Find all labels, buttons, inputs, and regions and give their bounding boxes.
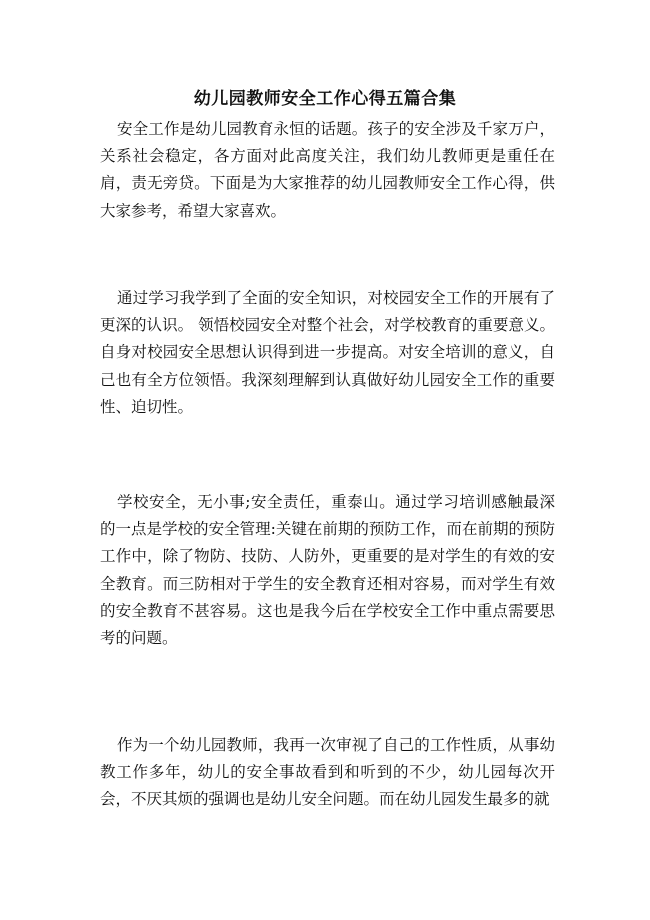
paragraph-school-safety: 学校安全，无小事;安全责任，重泰山。通过学习培训感触最深的一点是学校的安全管理:关键在前期的预防工作，而在前期的预防工作中，除了物防、技防、人防外，更重要的是对学生的有效的安全教育。而三防相对于学生的安全教育还相对容易，而对学生有效的安全教育不甚容易。这也是我今后在学校安全工作中重点需要思考的问题。 — [100, 493, 555, 648]
document-title: 幼儿园教师安全工作心得五篇合集 — [193, 89, 457, 109]
paragraph-learning: 通过学习我学到了全面的安全知识，对校园安全工作的开展有了更深的认识。 领悟校园安全对整个社会，对学校教育的重要意义。自身对校园安全思想认识得到进一步提高。对安全培训的意义，自己也有全方位领悟。我深刻理解到认真做好幼儿园安全工作的重要性、迫切性。 — [100, 289, 555, 416]
paragraph-teacher-reflection: 作为一个幼儿园教师，我再一次审视了自己的工作性质，从事幼教工作多年，幼儿的安全事故看到和听到的不少，幼儿园每次开会，不厌其烦的强调也是幼儿安全问题。而在幼儿园发生最多的就 — [100, 736, 555, 809]
paragraph-intro: 安全工作是幼儿园教育永恒的话题。孩子的安全涉及千家万户，关系社会稳定，各方面对此高度关注，我们幼儿教师更是重任在肩，责无旁贷。下面是为大家推荐的幼儿园教师安全工作心得，供大家参考，希望大家喜欢。 — [100, 120, 555, 220]
